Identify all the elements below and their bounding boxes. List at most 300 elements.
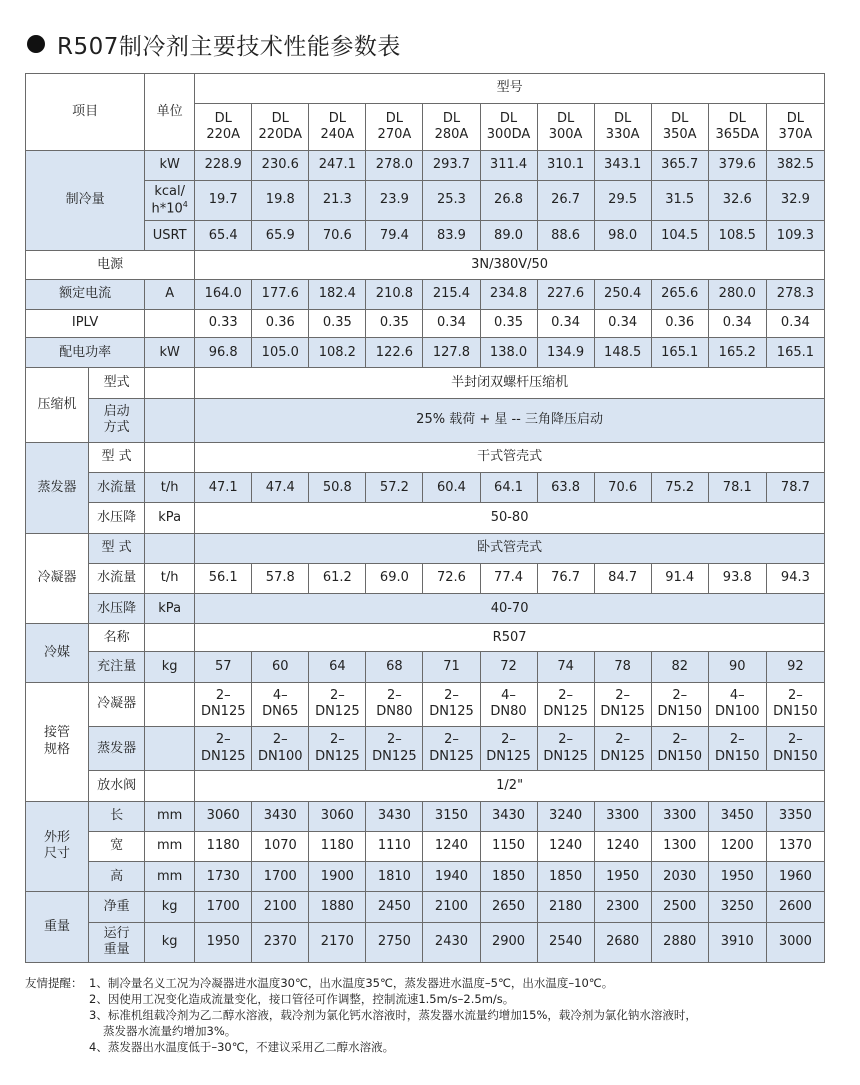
value-cell: 0.35 <box>309 309 366 337</box>
note-item: 4、蒸发器出水温度低于–30℃，不建议采用乙二醇水溶液。 <box>89 1040 395 1054</box>
value-cell: 1730 <box>195 862 252 892</box>
value-cell: 19.7 <box>195 180 252 220</box>
model-code: 300A <box>548 126 583 142</box>
value-cell: 76.7 <box>537 563 594 593</box>
cell-line: 2– <box>615 688 631 704</box>
cell-line: DN150 <box>773 704 818 720</box>
cell-line: 2– <box>672 688 688 704</box>
value-cell: 138.0 <box>480 338 537 368</box>
power-supply-value: 3N/380V/50 <box>195 251 825 279</box>
sub-label: 净重 <box>89 892 145 922</box>
cell-line: 2– <box>329 732 345 748</box>
value-cell: 78.7 <box>766 473 824 503</box>
sub-line: 方式 <box>103 420 130 436</box>
header-item: 项目 <box>26 74 145 151</box>
value-cell: 2370 <box>252 922 309 962</box>
value-cell: 0.36 <box>651 309 708 337</box>
sub-label: 水压降 <box>89 503 145 533</box>
model-code: 350A <box>662 126 697 142</box>
value-cell: 0.34 <box>708 309 766 337</box>
unit-cell <box>145 309 195 337</box>
value-cell: 60 <box>252 652 309 682</box>
unit-cell: USRT <box>145 221 195 251</box>
value-cell: 32.6 <box>708 180 766 220</box>
value-cell: 230.6 <box>252 150 309 180</box>
cell-line: 4– <box>272 688 288 704</box>
cell-line: DN125 <box>486 748 531 764</box>
note-item: 蒸发器水流量约增加3%。 <box>103 1024 237 1038</box>
value-cell: 25.3 <box>423 180 480 220</box>
value-cell: 26.8 <box>480 180 537 220</box>
value-cell: 3910 <box>708 922 766 962</box>
unit-cell: kg <box>145 892 195 922</box>
cell-line: DN125 <box>543 748 588 764</box>
value-cell: 382.5 <box>766 150 824 180</box>
unit-line: h*10 <box>151 201 183 217</box>
cell-line: 2– <box>558 732 573 748</box>
pipe-cell <box>537 682 594 726</box>
value-cell: 3060 <box>309 801 366 831</box>
value-cell: 280.0 <box>708 279 766 309</box>
value-cell: 165.1 <box>651 338 708 368</box>
value-cell: 96.8 <box>195 338 252 368</box>
model-prefix: DL <box>214 110 232 126</box>
cell-line: DN150 <box>715 748 760 764</box>
row-label-dimensions <box>26 801 89 892</box>
pipe-cell <box>537 727 594 771</box>
row-label-compressor: 压缩机 <box>26 368 89 443</box>
unit-cell: kg <box>145 922 195 962</box>
sub-line: 启动 <box>103 403 130 419</box>
value-cell: 177.6 <box>252 279 309 309</box>
sub-label <box>89 398 145 442</box>
note-item: 3、标准机组载冷剂为乙二醇水溶液，载冷剂为氯化钙水溶液时，蒸发器水流量约增加15%，载冷剂为氯化钠水溶液时， <box>89 1008 697 1022</box>
unit-sup: 4 <box>182 199 188 209</box>
model-prefix: DL <box>728 110 746 126</box>
model-prefix: DL <box>556 110 575 126</box>
value-cell: 2540 <box>537 922 594 962</box>
value-cell: 3000 <box>766 922 824 962</box>
unit-cell: kPa <box>145 594 195 624</box>
value-cell: 0.34 <box>594 309 651 337</box>
value-cell: 3150 <box>423 801 480 831</box>
value-cell: 2900 <box>480 922 537 962</box>
unit-cell: t/h <box>145 563 195 593</box>
evaporator-drop-value: 50-80 <box>195 503 825 533</box>
pipe-cell <box>651 682 708 726</box>
sub-label: 蒸发器 <box>89 727 145 771</box>
page-title <box>27 27 401 61</box>
cell-line: 2– <box>558 688 573 704</box>
value-cell: 109.3 <box>766 221 824 251</box>
value-cell: 57.8 <box>252 563 309 593</box>
value-cell: 1950 <box>594 862 651 892</box>
value-cell: 1940 <box>423 862 480 892</box>
value-cell: 72 <box>480 652 537 682</box>
value-cell: 234.8 <box>480 279 537 309</box>
value-cell: 108.2 <box>309 338 366 368</box>
value-cell: 2600 <box>766 892 824 922</box>
pipe-cell <box>195 682 252 726</box>
value-cell: 1240 <box>423 831 480 861</box>
value-cell: 3300 <box>651 801 708 831</box>
model-header <box>594 104 651 150</box>
spec-table <box>25 73 825 963</box>
value-cell: 90 <box>708 652 766 682</box>
pipe-cell <box>766 727 824 771</box>
value-cell: 2180 <box>537 892 594 922</box>
pipe-cell <box>309 727 366 771</box>
cell-line: 2– <box>444 688 459 704</box>
model-header <box>423 104 480 150</box>
model-header <box>651 104 708 150</box>
model-code: 330A <box>605 126 640 142</box>
value-cell: 70.6 <box>594 473 651 503</box>
notes-label: 友情提醒： <box>25 976 83 990</box>
model-header <box>480 104 537 150</box>
value-cell: 105.0 <box>252 338 309 368</box>
cell-line: DN125 <box>200 704 246 720</box>
value-cell: 0.36 <box>252 309 309 337</box>
sub-label: 名称 <box>89 624 145 652</box>
sub-label <box>89 922 145 962</box>
value-cell: 148.5 <box>594 338 651 368</box>
value-cell: 2100 <box>423 892 480 922</box>
value-cell: 47.4 <box>252 473 309 503</box>
sub-label: 高 <box>89 862 145 892</box>
value-cell: 2650 <box>480 892 537 922</box>
cell-line: DN150 <box>657 704 702 720</box>
value-cell: 26.7 <box>537 180 594 220</box>
pipe-cell <box>766 682 824 726</box>
value-cell: 2030 <box>651 862 708 892</box>
pipe-cell <box>252 727 309 771</box>
compressor-type-value: 半封闭双螺杆压缩机 <box>195 368 825 398</box>
note-item: 2、因使用工况变化造成流量变化，接口管径可作调整，控制流速1.5m/s–2.5m/s。 <box>89 992 515 1006</box>
value-cell: 98.0 <box>594 221 651 251</box>
value-cell: 69.0 <box>366 563 423 593</box>
value-cell: 1950 <box>708 862 766 892</box>
pipe-cell <box>366 682 423 726</box>
page-title-text: R507制冷剂主要技术性能参数表 <box>57 33 401 60</box>
cell-line: 2– <box>501 732 516 748</box>
pipe-cell <box>423 727 480 771</box>
cell-line: DN125 <box>429 748 474 764</box>
value-cell: 1950 <box>195 922 252 962</box>
value-cell: 3060 <box>195 801 252 831</box>
value-cell: 1810 <box>366 862 423 892</box>
value-cell: 70.6 <box>309 221 366 251</box>
model-code: 220DA <box>258 126 303 142</box>
value-cell: 122.6 <box>366 338 423 368</box>
cell-line: 2– <box>444 732 459 748</box>
row-label-weight: 重量 <box>26 892 89 963</box>
value-cell: 92 <box>766 652 824 682</box>
model-prefix: DL <box>271 110 289 126</box>
value-cell: 379.6 <box>708 150 766 180</box>
row-label-power: 配电功率 <box>26 338 145 368</box>
value-cell: 1880 <box>309 892 366 922</box>
value-cell: 1850 <box>480 862 537 892</box>
value-cell: 0.34 <box>423 309 480 337</box>
value-cell: 1370 <box>766 831 824 861</box>
value-cell: 2880 <box>651 922 708 962</box>
value-cell: 3430 <box>480 801 537 831</box>
row-label-iplv: IPLV <box>26 309 145 337</box>
pipe-cell <box>252 682 309 726</box>
value-cell: 83.9 <box>423 221 480 251</box>
sub-label: 冷凝器 <box>89 682 145 726</box>
value-cell: 1180 <box>195 831 252 861</box>
value-cell: 127.8 <box>423 338 480 368</box>
value-cell: 57 <box>195 652 252 682</box>
sub-label: 型 式 <box>89 442 145 472</box>
value-cell: 71 <box>423 652 480 682</box>
pipe-cell <box>594 682 651 726</box>
value-cell: 2750 <box>366 922 423 962</box>
value-cell: 75.2 <box>651 473 708 503</box>
value-cell: 2300 <box>594 892 651 922</box>
cell-line: 2– <box>729 732 745 748</box>
unit-cell: mm <box>145 801 195 831</box>
label-line: 规格 <box>44 741 71 757</box>
value-cell: 50.8 <box>309 473 366 503</box>
sub-label: 型 式 <box>89 533 145 563</box>
pipe-cell <box>708 682 766 726</box>
value-cell: 1240 <box>537 831 594 861</box>
pipe-cell <box>423 682 480 726</box>
cell-line: DN80 <box>376 704 413 720</box>
value-cell: 78.1 <box>708 473 766 503</box>
value-cell: 3250 <box>708 892 766 922</box>
value-cell: 91.4 <box>651 563 708 593</box>
value-cell: 64.1 <box>480 473 537 503</box>
value-cell: 31.5 <box>651 180 708 220</box>
value-cell: 19.8 <box>252 180 309 220</box>
label-line: 尺寸 <box>44 846 71 862</box>
header-unit: 单位 <box>145 74 195 151</box>
cell-line: 2– <box>215 732 231 748</box>
cell-line: DN125 <box>543 704 588 720</box>
value-cell: 3430 <box>252 801 309 831</box>
value-cell: 108.5 <box>708 221 766 251</box>
model-prefix: DL <box>328 110 346 126</box>
value-cell: 88.6 <box>537 221 594 251</box>
compressor-start-value: 25% 载荷 + 星 -- 三角降压启动 <box>195 398 825 442</box>
sub-label: 水流量 <box>89 563 145 593</box>
value-cell: 1070 <box>252 831 309 861</box>
value-cell: 1180 <box>309 831 366 861</box>
value-cell: 228.9 <box>195 150 252 180</box>
sub-line: 重量 <box>103 942 130 958</box>
value-cell: 61.2 <box>309 563 366 593</box>
cell-line: 4– <box>729 688 745 704</box>
value-cell: 165.1 <box>766 338 824 368</box>
value-cell: 1300 <box>651 831 708 861</box>
condenser-type-value: 卧式管壳式 <box>195 533 825 563</box>
unit-cell: mm <box>145 862 195 892</box>
cell-line: DN150 <box>657 748 702 764</box>
sub-label: 型式 <box>89 368 145 398</box>
cell-line: 2– <box>329 688 345 704</box>
unit-cell <box>145 771 195 801</box>
value-cell: 74 <box>537 652 594 682</box>
value-cell: 215.4 <box>423 279 480 309</box>
sub-label: 水压降 <box>89 594 145 624</box>
cell-line: DN125 <box>315 704 360 720</box>
row-label-evaporator: 蒸发器 <box>26 442 89 533</box>
value-cell: 104.5 <box>651 221 708 251</box>
cell-line: DN125 <box>315 748 360 764</box>
value-cell: 72.6 <box>423 563 480 593</box>
model-header <box>195 104 252 150</box>
value-cell: 265.6 <box>651 279 708 309</box>
value-cell: 343.1 <box>594 150 651 180</box>
value-cell: 89.0 <box>480 221 537 251</box>
value-cell: 293.7 <box>423 150 480 180</box>
value-cell: 56.1 <box>195 563 252 593</box>
value-cell: 1900 <box>309 862 366 892</box>
model-prefix: DL <box>442 110 461 126</box>
value-cell: 94.3 <box>766 563 824 593</box>
value-cell: 227.6 <box>537 279 594 309</box>
value-cell: 1150 <box>480 831 537 861</box>
value-cell: 3430 <box>366 801 423 831</box>
row-label-condenser: 冷凝器 <box>26 533 89 624</box>
pipe-cell <box>480 682 537 726</box>
model-code: 280A <box>434 126 469 142</box>
value-cell: 250.4 <box>594 279 651 309</box>
value-cell: 65.9 <box>252 221 309 251</box>
value-cell: 1700 <box>195 892 252 922</box>
cell-line: 2– <box>272 732 288 748</box>
cell-line: 2– <box>387 688 402 704</box>
model-code: 270A <box>377 126 412 142</box>
cell-line: 2– <box>788 732 803 748</box>
header-model: 型号 <box>195 74 825 104</box>
value-cell: 1700 <box>252 862 309 892</box>
value-cell: 182.4 <box>309 279 366 309</box>
value-cell: 32.9 <box>766 180 824 220</box>
value-cell: 47.1 <box>195 473 252 503</box>
model-header <box>309 104 366 150</box>
cell-line: DN125 <box>372 748 417 764</box>
value-cell: 278.3 <box>766 279 824 309</box>
row-label-piping <box>26 682 89 801</box>
model-prefix: DL <box>671 110 689 126</box>
unit-cell: kPa <box>145 503 195 533</box>
value-cell: 2430 <box>423 922 480 962</box>
unit-cell <box>145 180 195 220</box>
sub-label: 长 <box>89 801 145 831</box>
cell-line: DN80 <box>490 704 527 720</box>
model-header <box>366 104 423 150</box>
model-header <box>766 104 824 150</box>
cell-line: 4– <box>501 688 516 704</box>
value-cell: 164.0 <box>195 279 252 309</box>
bullet-dot-icon <box>27 35 45 53</box>
model-code: 220A <box>206 126 241 142</box>
model-code: 240A <box>320 126 355 142</box>
value-cell: 3450 <box>708 801 766 831</box>
unit-cell: A <box>145 279 195 309</box>
evaporator-type-value: 干式管壳式 <box>195 442 825 472</box>
value-cell: 77.4 <box>480 563 537 593</box>
unit-cell <box>145 368 195 398</box>
unit-cell: t/h <box>145 473 195 503</box>
value-cell: 247.1 <box>309 150 366 180</box>
unit-cell: kW <box>145 338 195 368</box>
value-cell: 210.8 <box>366 279 423 309</box>
cell-line: 2– <box>788 688 803 704</box>
value-cell: 3300 <box>594 801 651 831</box>
value-cell: 134.9 <box>537 338 594 368</box>
value-cell: 1240 <box>594 831 651 861</box>
unit-cell <box>145 442 195 472</box>
unit-cell <box>145 533 195 563</box>
unit-cell: mm <box>145 831 195 861</box>
pipe-cell <box>309 682 366 726</box>
row-label-power-supply: 电源 <box>26 251 195 279</box>
model-prefix: DL <box>385 110 404 126</box>
value-cell: 2170 <box>309 922 366 962</box>
pipe-cell <box>594 727 651 771</box>
value-cell: 2100 <box>252 892 309 922</box>
value-cell: 63.8 <box>537 473 594 503</box>
unit-cell <box>145 727 195 771</box>
value-cell: 1960 <box>766 862 824 892</box>
sub-line: 运行 <box>103 926 130 942</box>
note-item: 1、制冷量名义工况为冷凝器进水温度30℃，出水温度35℃，蒸发器进水温度–5℃，出水温度–10℃。 <box>89 976 614 990</box>
cell-line: 2– <box>387 732 402 748</box>
model-prefix: DL <box>499 110 518 126</box>
value-cell: 57.2 <box>366 473 423 503</box>
unit-line: kcal/ <box>154 183 185 199</box>
label-line: 接管 <box>44 725 71 741</box>
value-cell: 311.4 <box>480 150 537 180</box>
value-cell: 29.5 <box>594 180 651 220</box>
cell-line: DN125 <box>429 704 474 720</box>
value-cell: 82 <box>651 652 708 682</box>
cell-line: DN65 <box>262 704 299 720</box>
row-label-refrigerant: 冷媒 <box>26 624 89 682</box>
cell-line: DN150 <box>773 748 818 764</box>
value-cell: 165.2 <box>708 338 766 368</box>
value-cell: 1110 <box>366 831 423 861</box>
value-cell: 2450 <box>366 892 423 922</box>
sub-label: 宽 <box>89 831 145 861</box>
value-cell: 79.4 <box>366 221 423 251</box>
pipe-cell <box>708 727 766 771</box>
value-cell: 310.1 <box>537 150 594 180</box>
unit-cell <box>145 398 195 442</box>
model-code: 365DA <box>715 126 760 142</box>
value-cell: 0.33 <box>195 309 252 337</box>
sub-label: 充注量 <box>89 652 145 682</box>
row-label-rated-current: 额定电流 <box>26 279 145 309</box>
value-cell: 64 <box>309 652 366 682</box>
unit-cell <box>145 682 195 726</box>
notes-section <box>25 975 835 1055</box>
sub-label: 放水阀 <box>89 771 145 801</box>
value-cell: 84.7 <box>594 563 651 593</box>
value-cell: 278.0 <box>366 150 423 180</box>
value-cell: 68 <box>366 652 423 682</box>
condenser-drop-value: 40-70 <box>195 594 825 624</box>
value-cell: 65.4 <box>195 221 252 251</box>
unit-cell: kW <box>145 150 195 180</box>
value-cell: 1200 <box>708 831 766 861</box>
